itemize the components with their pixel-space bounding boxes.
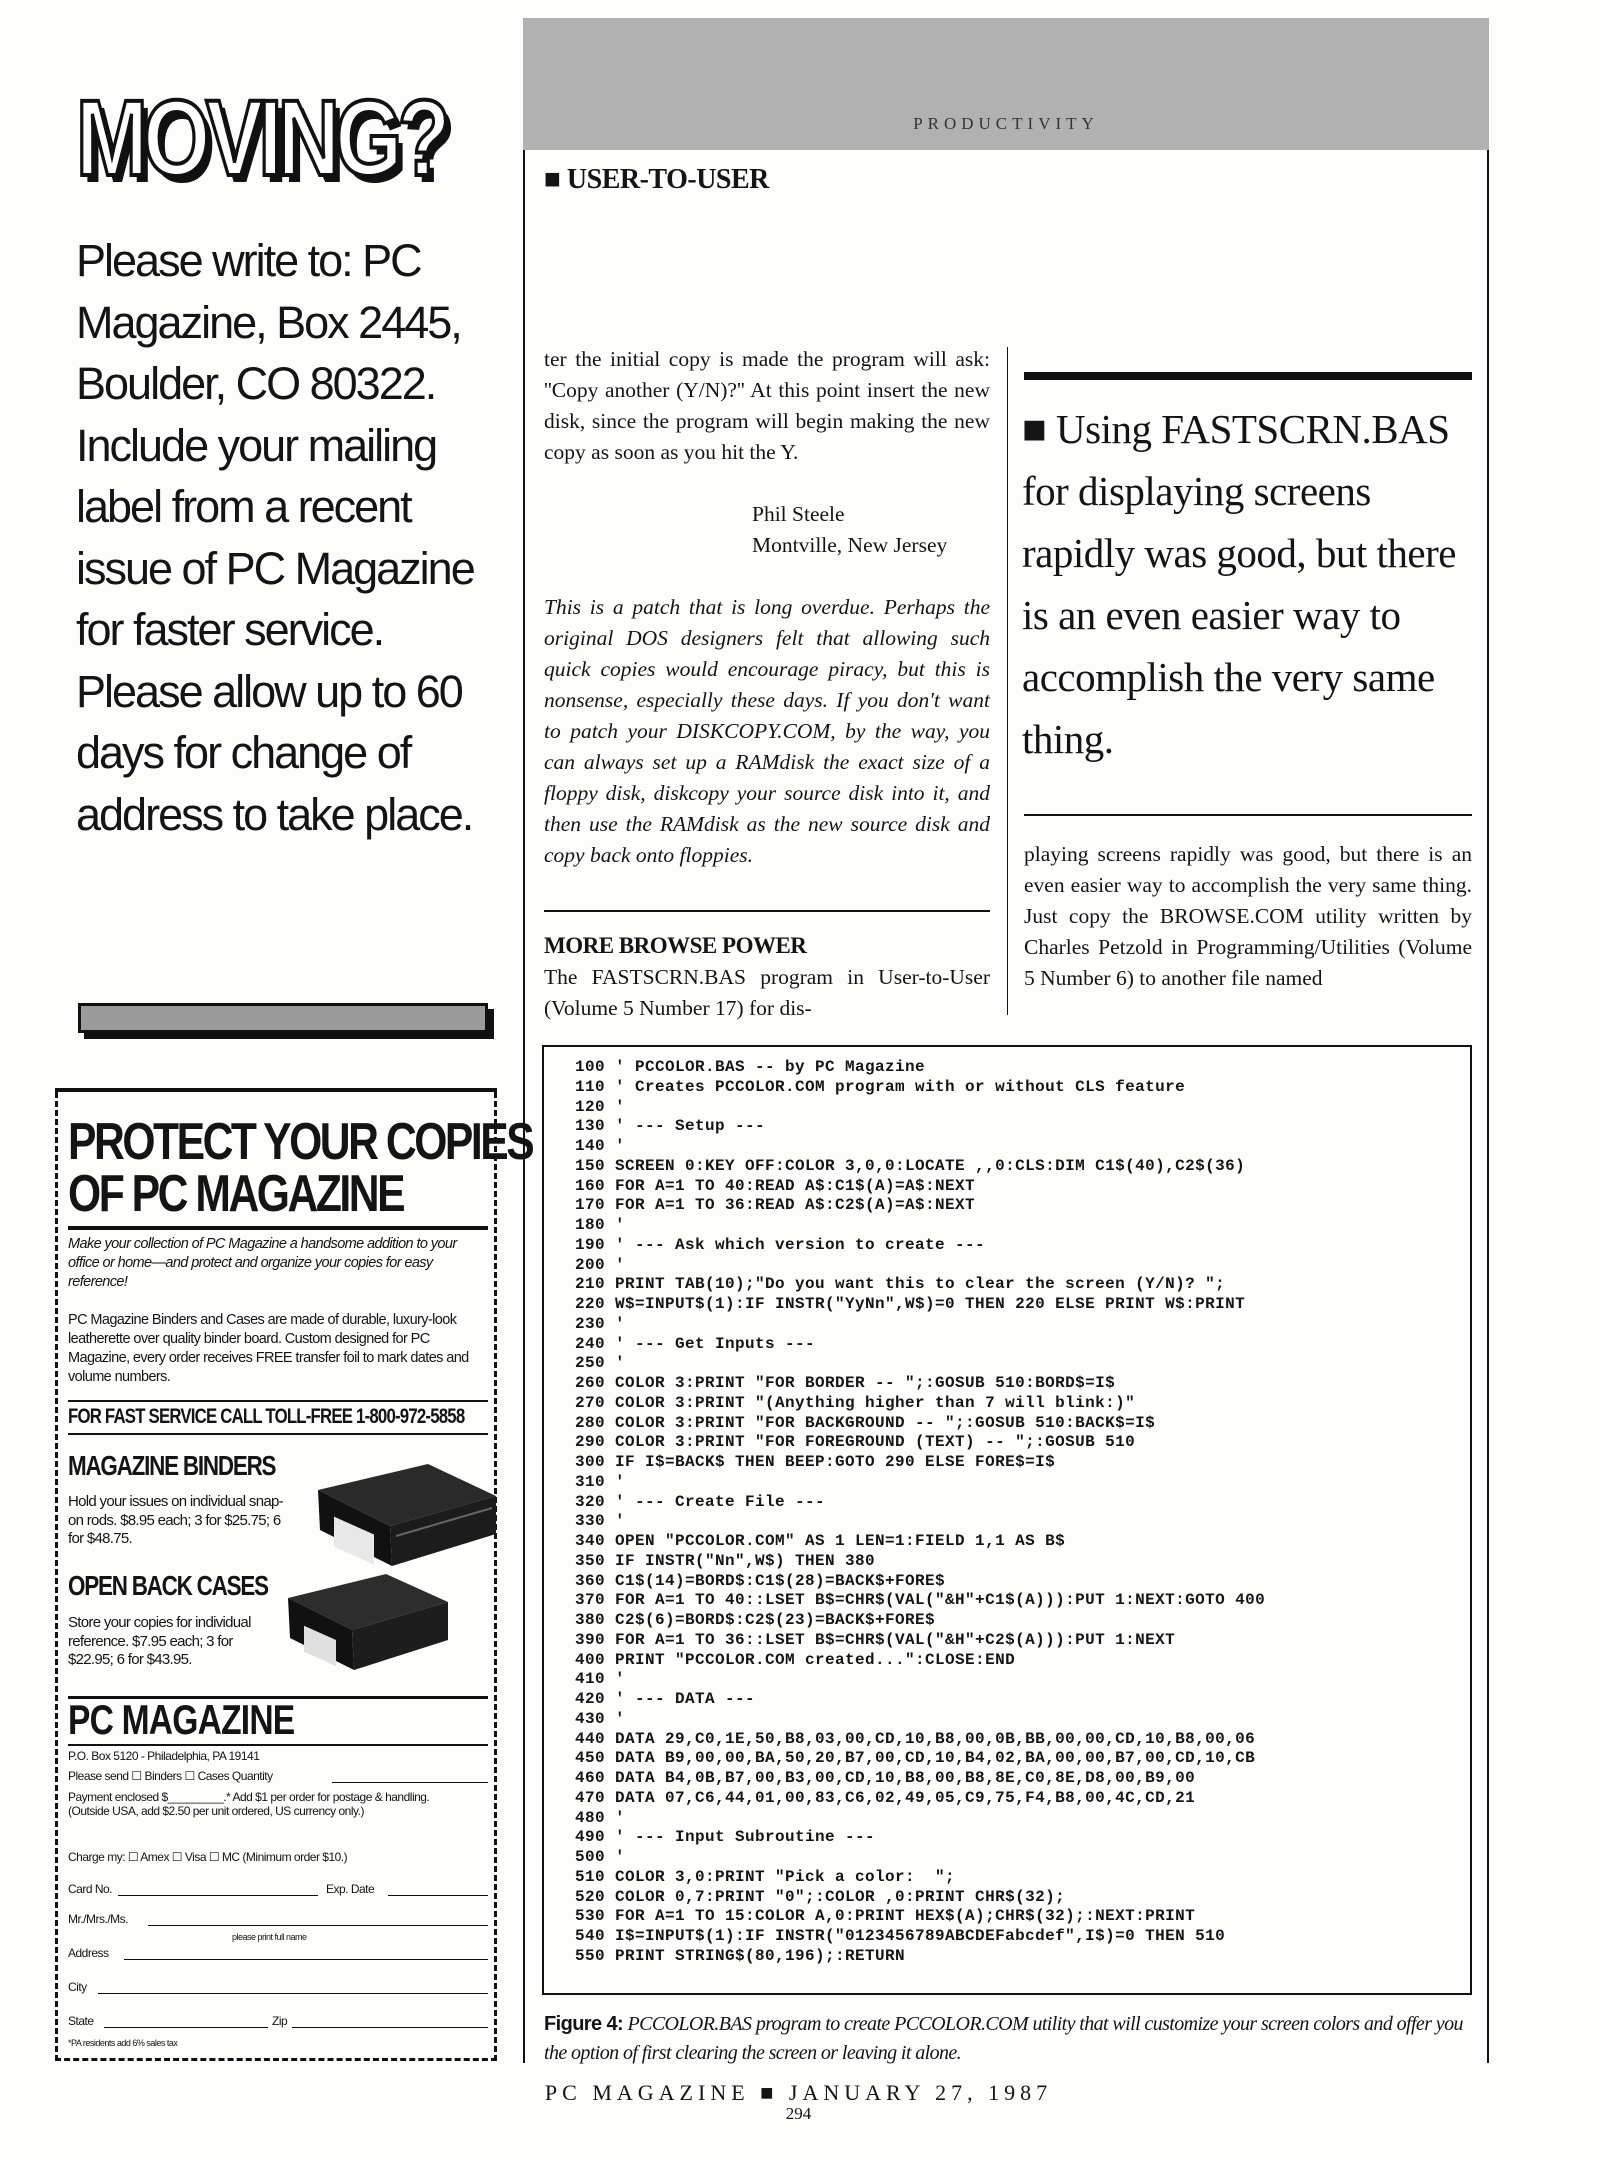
code-line: 100 ' PCCOLOR.BAS -- by PC Magazine xyxy=(575,1058,926,1076)
moving-ad-bar xyxy=(78,1003,488,1033)
binder-image xyxy=(310,1454,500,1570)
code-line: 300 IF I$=BACK$ THEN BEEP:GOTO 290 ELSE FORE$=I$ xyxy=(575,1453,1056,1471)
cases-title: OPEN BACK CASES xyxy=(68,1570,268,1601)
exp-date-field[interactable] xyxy=(388,1895,488,1896)
city-field[interactable] xyxy=(98,1993,488,1994)
binder-ad-title xyxy=(68,1113,533,1223)
code-line: 210 PRINT TAB(10);"Do you want this to clear the screen (Y/N)? "; xyxy=(575,1275,1226,1294)
binders-title: MAGAZINE BINDERS xyxy=(68,1450,276,1481)
code-line: 150 SCREEN 0:KEY OFF:COLOR 3,0,0:LOCATE ,,0:CLS:DIM C1$(40),C2$(36) xyxy=(575,1156,1246,1175)
code-line: 260 COLOR 3:PRINT "FOR BORDER -- ";:GOSUB 510:BORD$=I$ xyxy=(575,1374,1116,1392)
card-no-label: Card No. xyxy=(68,1882,113,1896)
code-line: 340 OPEN "PCCOLOR.COM" AS 1 LEN=1:FIELD 1,1 AS B$ xyxy=(575,1532,1066,1550)
section-label: ■ USER-TO-USER xyxy=(544,164,769,195)
category-label: PRODUCTIVITY xyxy=(913,114,1099,133)
code-line: 220 W$=INPUT$(1):IF INSTR("YyNn",W$)=0 THEN 220 ELSE PRINT W$:PRINT xyxy=(575,1295,1246,1313)
caption-label: Figure 4: xyxy=(544,2013,624,2035)
divider xyxy=(68,1433,488,1435)
zip-field[interactable] xyxy=(292,2027,488,2028)
code-line: 390 FOR A=1 TO 36::LSET B$=CHR$(VAL("&H"+C2$(A))):PUT 1:NEXT xyxy=(575,1630,1176,1649)
caption-text: PCCOLOR.BAS program to create PCCOLOR.COM utility that will customize your screen colors and offer you the option of first clearing the screen or leaving it alone. xyxy=(544,2013,1463,2064)
print-name-hint: please print full name xyxy=(232,1932,307,1942)
code-line: 400 PRINT "PCCOLOR.COM created...":CLOSE:END xyxy=(575,1650,1016,1669)
article-column-2: playing screens rapidly was good, but there is an even easier way to accomplish the very same thing. Just copy the BROWSE.COM utility written by Charles Petzold in Programming/Utilities (Volume 5 Number 6) to another file named xyxy=(1024,842,1472,990)
city-label: City xyxy=(68,1980,87,1994)
state-label: State xyxy=(68,2014,94,2028)
name-label: Mr./Mrs./Ms. xyxy=(68,1912,128,1926)
code-line: 230 ' xyxy=(575,1314,626,1333)
code-line: 120 ' xyxy=(575,1097,626,1116)
code-line: 380 C2$(6)=BORD$:C2$(23)=BACK$+FORE$ xyxy=(575,1611,936,1629)
phone-line[interactable]: FOR FAST SERVICE CALL TOLL-FREE 1-800-972-5858 xyxy=(68,1405,465,1428)
editor-note: This is a patch that is long overdue. Perhaps the original DOS designers felt that allowing such quick copies would encourage piracy, but this is nonsense, especially these days. If you don't want to patch your DISKCOPY.COM, by the way, you can always set up a RAMdisk the exact size of a floppy disk, diskcopy your source disk into it, and then use the RAMdisk as the new source disk and copy back onto floppies. xyxy=(544,595,990,867)
form-address: P.O. Box 5120 - Philadelphia, PA 19141 xyxy=(68,1749,260,1763)
binder-ad-title-line2: OF PC MAGAZINE xyxy=(68,1165,404,1223)
code-line: 460 DATA B4,0B,B7,00,B3,00,CD,10,B8,00,B8,8E,C0,8E,D8,00,B9,00 xyxy=(575,1769,1196,1787)
moving-ad-title: MOVING? xyxy=(76,77,446,198)
please-send-label: Please send ☐ Binders ☐ Cases Quantity xyxy=(68,1769,273,1783)
pull-quote-rule-top xyxy=(1024,372,1472,380)
code-line: 510 COLOR 3,0:PRINT "Pick a color: "; xyxy=(575,1867,956,1886)
pull-quote-rule-bottom xyxy=(1024,814,1472,816)
name-field[interactable] xyxy=(148,1925,488,1926)
moving-ad-text: Please write to: PC Magazine, Box 2445, Boulder, CO 80322. Include your mailing label from a recent issue of PC Magazine for faster service. Please allow up to 60 days for change of address to take place. xyxy=(76,235,474,840)
binder-ad-details: PC Magazine Binders and Cases are made of durable, luxury-look leatherette over quality binder board. Custom designed for PC Magazine, every order receives FREE transfer foil to mark dates and volume numbers. xyxy=(68,1312,469,1385)
address-field[interactable] xyxy=(124,1959,488,1960)
state-field[interactable] xyxy=(104,2027,268,2028)
divider xyxy=(68,1400,488,1402)
code-line: 320 ' --- Create File --- xyxy=(575,1492,826,1511)
binder-ad-intro: Make your collection of PC Magazine a handsome addition to your office or home—and protect and organize your copies for easy reference! xyxy=(68,1236,457,1290)
form-please-send[interactable] xyxy=(68,1769,338,1783)
code-line: 190 ' --- Ask which version to create --- xyxy=(575,1235,986,1254)
code-line: 490 ' --- Input Subroutine --- xyxy=(575,1828,876,1847)
divider xyxy=(544,910,990,912)
code-line: 200 ' xyxy=(575,1255,626,1274)
footer-publication: PC MAGAZINE ■ JANUARY 27, 1987 xyxy=(544,2080,1053,2105)
code-line: 530 FOR A=1 TO 15:COLOR A,0:PRINT HEX$(A);CHR$(32);:NEXT:PRINT xyxy=(575,1907,1196,1926)
code-line: 350 IF INSTR("Nn",W$) THEN 380 xyxy=(575,1551,876,1570)
code-line: 450 DATA B9,00,00,BA,50,20,B7,00,CD,10,B4,02,BA,00,00,B7,00,CD,10,CB xyxy=(575,1749,1256,1768)
code-line: 180 ' xyxy=(575,1216,626,1234)
zip-label: Zip xyxy=(272,2014,288,2028)
code-line: 240 ' --- Get Inputs --- xyxy=(575,1334,816,1353)
code-line: 410 ' xyxy=(575,1670,626,1689)
author-name: Phil Steele xyxy=(752,502,845,526)
card-no-field[interactable] xyxy=(118,1895,318,1896)
code-listing xyxy=(575,1058,1265,1967)
subhead: MORE BROWSE POWER xyxy=(544,933,807,958)
tax-note: *PA residents add 6% sales tax xyxy=(68,2038,178,2048)
pull-quote: ■ Using FASTSCRN.BAS for displaying screens rapidly was good, but there is an even easier way to accomplish the very same thing. xyxy=(1022,406,1456,762)
paragraph: ter the initial copy is made the program will ask: ''Copy another (Y/N)?'' At this point insert the new disk, since the program will begin making the new copy as soon as you hit the Y. xyxy=(544,347,990,464)
page-number: 294 xyxy=(785,2104,812,2123)
code-line: 130 ' --- Setup --- xyxy=(575,1117,766,1136)
code-line: 480 ' xyxy=(575,1808,626,1827)
cases-text: Store your copies for individual reference. $7.95 each; 3 for $22.95; 6 for $43.95. xyxy=(68,1614,251,1668)
divider xyxy=(68,1744,488,1746)
code-line: 330 ' xyxy=(575,1512,626,1531)
article-column-1 xyxy=(544,344,990,468)
code-line: 520 COLOR 0,7:PRINT "0";:COLOR ,0:PRINT CHR$(32); xyxy=(575,1887,1066,1906)
code-line: 140 ' xyxy=(575,1137,626,1155)
code-line: 280 COLOR 3:PRINT "FOR BACKGROUND -- ";:GOSUB 510:BACK$=I$ xyxy=(575,1413,1156,1432)
divider xyxy=(68,1226,488,1230)
code-line: 270 COLOR 3:PRINT "(Anything higher than 7 will blink:)" xyxy=(575,1393,1136,1412)
code-line: 360 C1$(14)=BORD$:C1$(28)=BACK$+FORE$ xyxy=(575,1571,946,1590)
form-charge[interactable]: Charge my: ☐ Amex ☐ Visa ☐ MC (Minimum order $10.) xyxy=(68,1850,348,1864)
column-divider xyxy=(1007,347,1008,1015)
code-line: 250 ' xyxy=(575,1354,626,1373)
code-line: 110 ' Creates PCCOLOR.COM program with or without CLS feature xyxy=(575,1077,1186,1096)
code-line: 550 PRINT STRING$(80,196);:RETURN xyxy=(575,1946,906,1965)
code-line: 500 ' xyxy=(575,1848,626,1866)
binder-ad-title-line1: PROTECT YOUR COPIES xyxy=(68,1113,533,1171)
exp-date-label: Exp. Date xyxy=(326,1882,375,1896)
code-line: 420 ' --- DATA --- xyxy=(575,1690,756,1708)
figure-caption xyxy=(544,2010,1472,2068)
paragraph: The FASTSCRN.BAS program in User-to-User (Volume 5 Number 17) for dis- xyxy=(544,965,990,1020)
code-line: 430 ' xyxy=(575,1709,626,1728)
form-payment[interactable]: Payment enclosed $_________.* Add $1 per order for postage & handling. (Outside USA, add $2.50 per unit ordered, US currency only.) xyxy=(68,1790,430,1818)
form-title: PC MAGAZINE xyxy=(68,1696,295,1743)
code-line: 310 ' xyxy=(575,1472,626,1491)
case-image xyxy=(282,1566,452,1674)
code-line: 160 FOR A=1 TO 40:READ A$:C1$(A)=A$:NEXT xyxy=(575,1176,976,1195)
code-line: 440 DATA 29,C0,1E,50,B8,03,00,CD,10,B8,00,0B,BB,00,00,CD,10,B8,00,06 xyxy=(575,1729,1256,1748)
code-line: 470 DATA 07,C6,44,01,00,83,C6,02,49,05,C9,75,F4,B8,00,4C,CD,21 xyxy=(575,1788,1196,1807)
code-line: 290 COLOR 3:PRINT "FOR FOREGROUND (TEXT) -- ";:GOSUB 510 xyxy=(575,1433,1136,1452)
author-location: Montville, New Jersey xyxy=(752,533,948,557)
binders-text: Hold your issues on individual snap-on rods. $8.95 each; 3 for $25.75; 6 for $48.75. xyxy=(68,1493,283,1547)
code-line: 540 I$=INPUT$(1):IF INSTR("0123456789ABCDEFabcdef",I$)=0 THEN 510 xyxy=(575,1927,1226,1945)
code-line: 170 FOR A=1 TO 36:READ A$:C2$(A)=A$:NEXT xyxy=(575,1196,976,1215)
code-line: 370 FOR A=1 TO 40::LSET B$=CHR$(VAL("&H"+C1$(A))):PUT 1:NEXT:GOTO 400 xyxy=(575,1591,1266,1610)
address-label: Address xyxy=(68,1946,109,1960)
quantity-field[interactable] xyxy=(332,1782,488,1783)
